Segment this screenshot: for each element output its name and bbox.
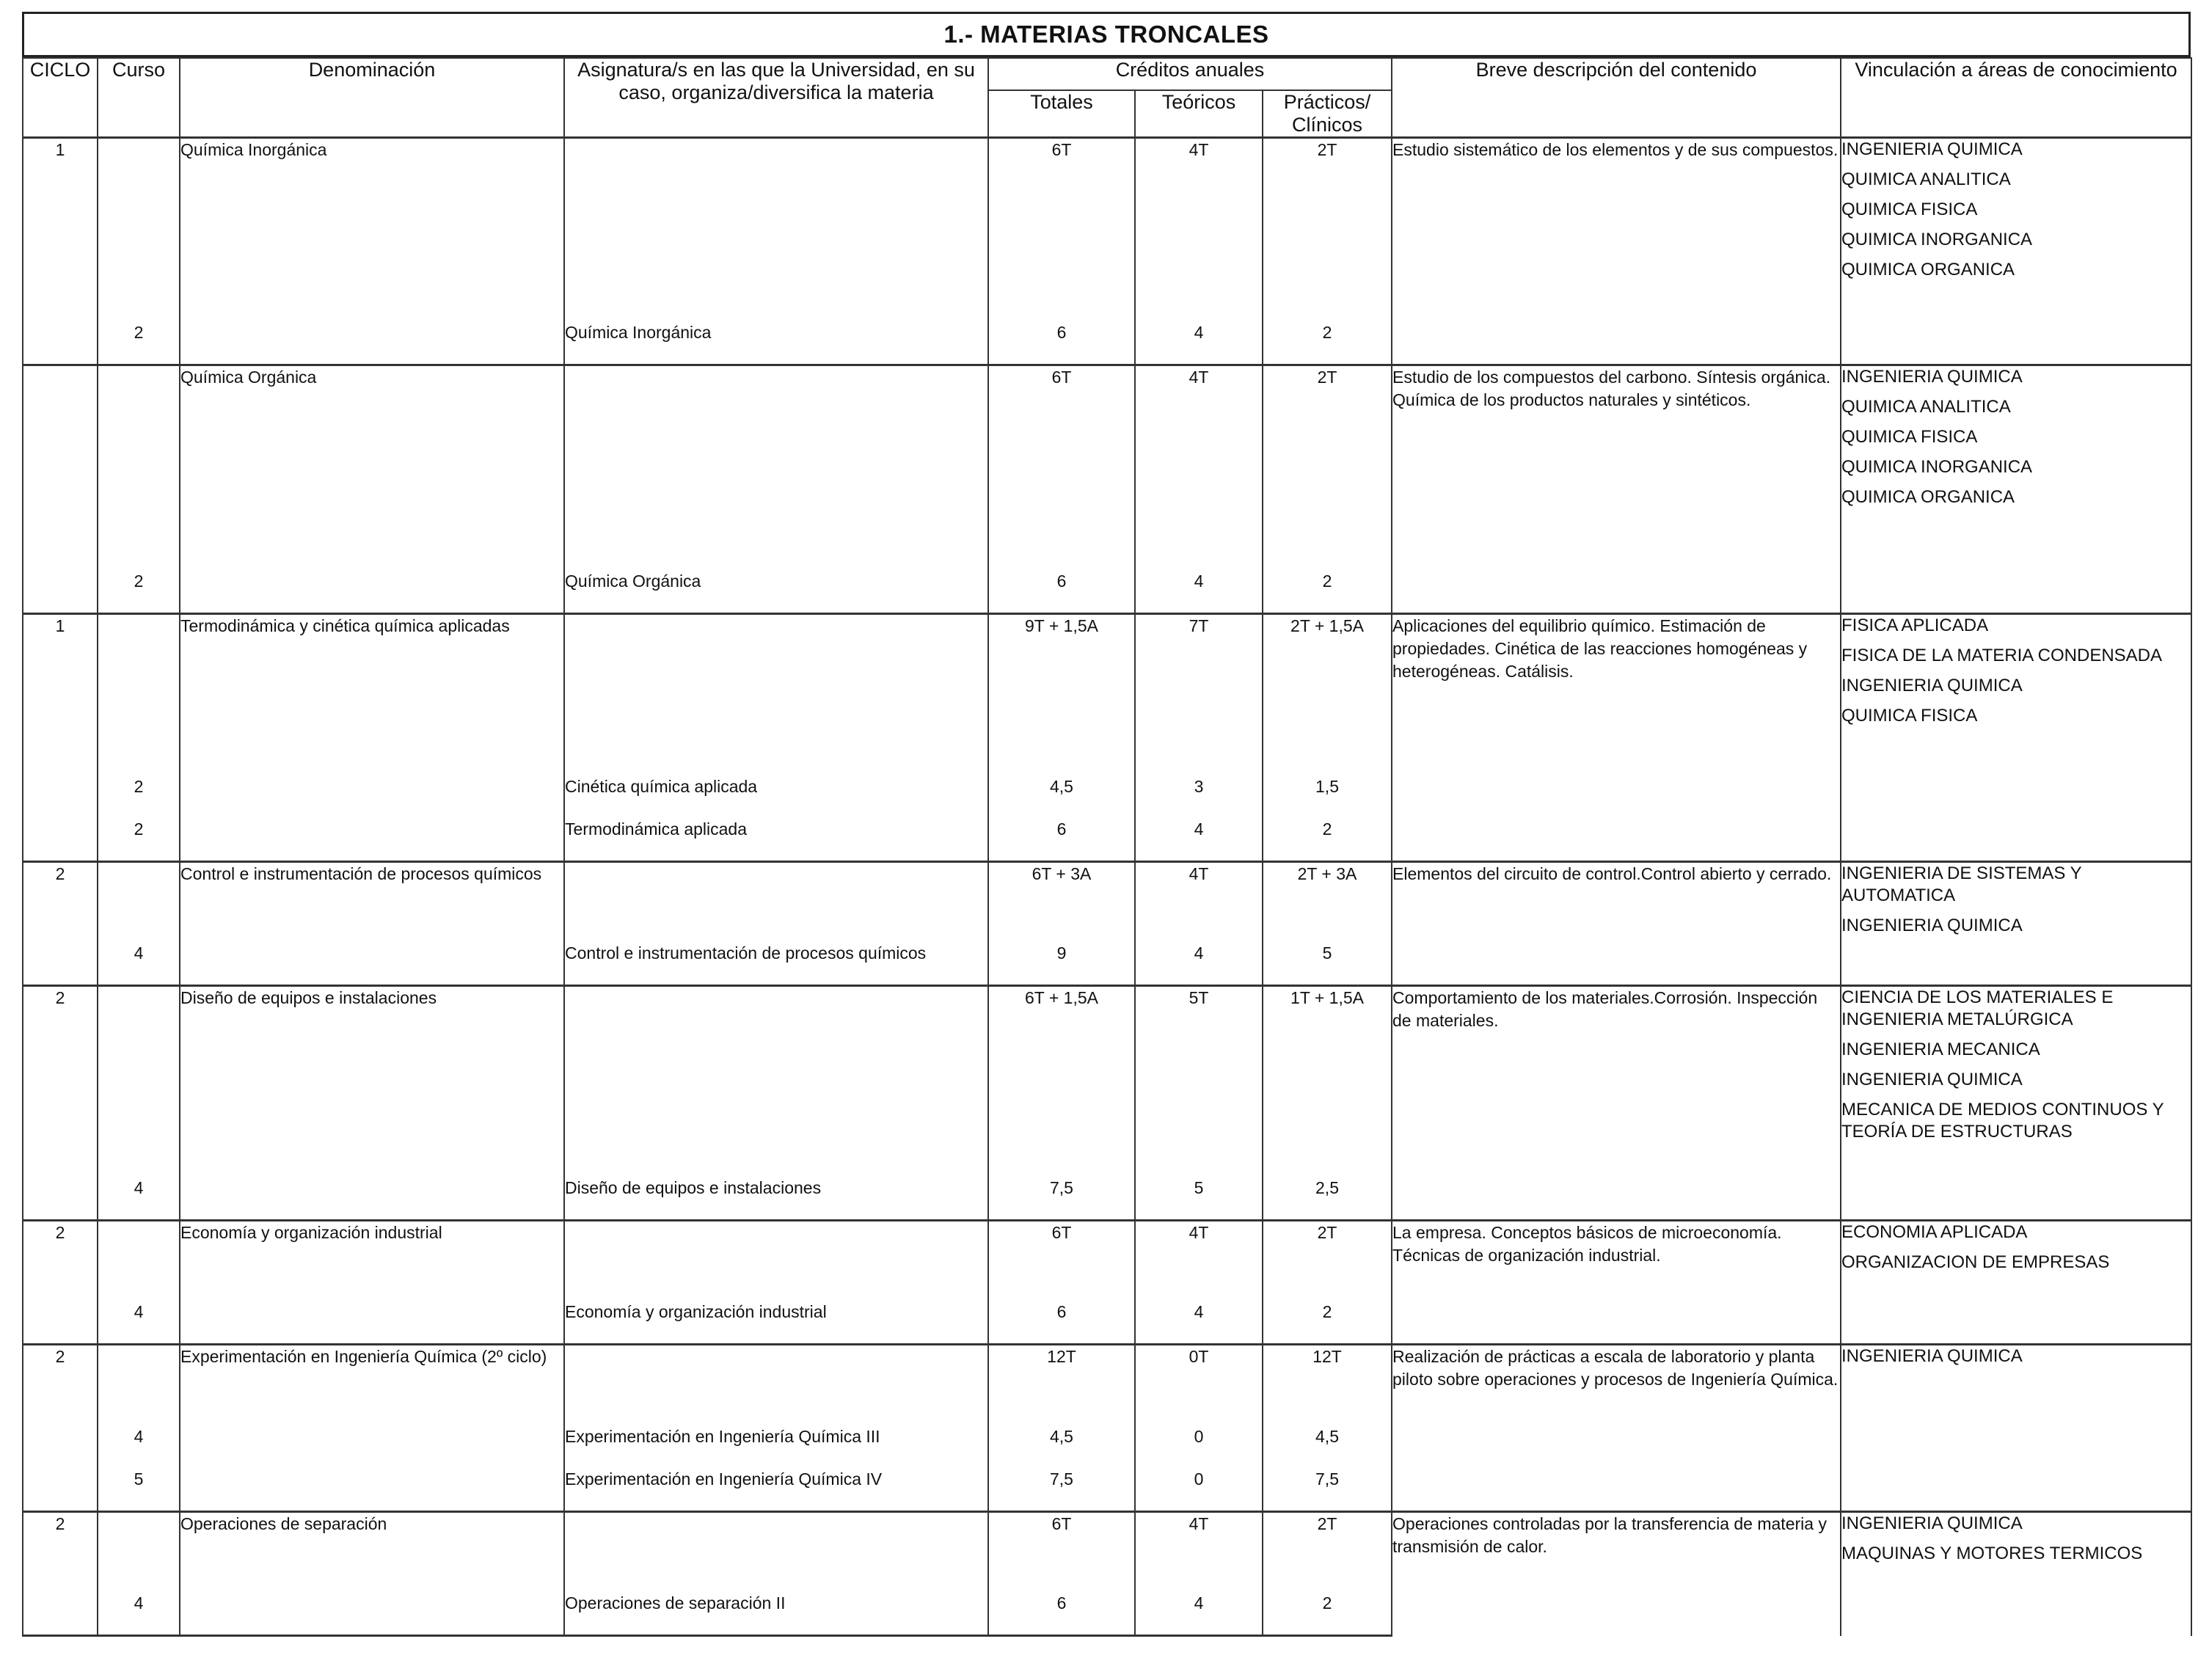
table-row — [23, 986, 2191, 1177]
descripcion-cell: Estudio de los compuestos del carbono. Síntesis orgánica. Química de los productos naturales y sintéticos. — [1392, 365, 1841, 614]
practicos-cell: 1T + 1,5A — [1263, 986, 1392, 1177]
area-item: INGENIERIA QUIMICA — [1841, 366, 2023, 387]
header-vinculacion: Vinculación a áreas de conocimiento — [1841, 58, 2191, 138]
areas-cell — [1841, 1511, 2191, 1636]
header-totales: Totales — [988, 90, 1135, 138]
denominacion-cell: Operaciones de separación — [180, 1511, 564, 1592]
area-item: QUIMICA ANALITICA — [1841, 396, 2011, 417]
descripcion-cell: La empresa. Conceptos básicos de microeconomía. Técnicas de organización industrial. — [1392, 1220, 1841, 1345]
descripcion-cell: Estudio sistemático de los elementos y de sus compuestos. — [1392, 138, 1841, 365]
denominacion-cell: Economía y organización industrial — [180, 1220, 564, 1301]
area-item: INGENIERIA QUIMICA — [1841, 1346, 2023, 1366]
table-row — [23, 365, 2191, 570]
ciclo-cell: 2 — [23, 861, 98, 942]
area-item: QUIMICA ORGANICA — [1841, 486, 2015, 507]
area-item: QUIMICA ORGANICA — [1841, 260, 2015, 280]
curso-cell: 5 — [98, 1468, 180, 1512]
area-item: QUIMICA FISICA — [1841, 426, 1978, 447]
areas-cell — [1841, 1345, 2191, 1512]
descripcion-cell: Realización de prácticas a escala de laboratorio y planta piloto sobre operaciones y procesos de Ingeniería Química. — [1392, 1345, 1841, 1512]
totales-cell: 6T + 1,5A — [988, 986, 1135, 1177]
area-item: INGENIERIA QUIMICA — [1841, 139, 2023, 159]
areas-cell — [1841, 138, 2191, 365]
denominacion-cell: Control e instrumentación de procesos químicos — [180, 861, 564, 942]
totales-cell: 7,5 — [988, 1468, 1135, 1512]
curso-cell: 2 — [98, 818, 180, 862]
curso-cell: 2 — [98, 570, 180, 614]
teoricos-cell: 4 — [1135, 570, 1263, 614]
asignatura-cell: Cinética química aplicada — [564, 775, 988, 818]
totales-cell: 7,5 — [988, 1177, 1135, 1221]
descripcion-cell: Aplicaciones del equilibrio químico. Estimación de propiedades. Cinética de las reacciones homogéneas y heterogéneas. Catálisis. — [1392, 614, 1841, 862]
ciclo-cell: 1 — [23, 614, 98, 775]
practicos-cell: 7,5 — [1263, 1468, 1392, 1512]
header-denominacion: Denominación — [180, 58, 564, 138]
header-ciclo: CICLO — [23, 58, 98, 138]
areas-cell — [1841, 1220, 2191, 1345]
asignatura-cell: Química Inorgánica — [564, 321, 988, 365]
area-item: INGENIERIA MECANICA — [1841, 1040, 2040, 1059]
teoricos-cell: 0 — [1135, 1468, 1263, 1512]
practicos-cell: 2 — [1263, 321, 1392, 365]
totales-cell: 9T + 1,5A — [988, 614, 1135, 775]
area-item: QUIMICA INORGANICA — [1841, 456, 2033, 477]
ciclo-cell: 2 — [23, 1345, 98, 1425]
practicos-cell: 5 — [1263, 942, 1392, 986]
area-item: CIENCIA DE LOS MATERIALES E INGENIERIA METALÚRGICA — [1841, 987, 2114, 1029]
header-teoricos: Teóricos — [1135, 90, 1263, 138]
teoricos-cell: 4T — [1135, 138, 1263, 321]
denominacion-cell: Diseño de equipos e instalaciones — [180, 986, 564, 1177]
area-item: MAQUINAS Y MOTORES TERMICOS — [1841, 1543, 2143, 1563]
asignatura-cell — [564, 138, 988, 321]
header-practicos: Prácticos/ Clínicos — [1263, 90, 1392, 138]
practicos-cell: 2T + 1,5A — [1263, 614, 1392, 775]
practicos-cell: 2 — [1263, 570, 1392, 614]
totales-cell: 6T + 3A — [988, 861, 1135, 942]
descripcion-cell: Comportamiento de los materiales.Corrosión. Inspección de materiales. — [1392, 986, 1841, 1221]
area-item: INGENIERIA QUIMICA — [1841, 915, 2023, 935]
asignatura-cell: Termodinámica aplicada — [564, 818, 988, 862]
denominacion-cell: Química Inorgánica — [180, 138, 564, 321]
ciclo-cell: 2 — [23, 1220, 98, 1301]
denominacion-cell: Termodinámica y cinética química aplicadas — [180, 614, 564, 775]
teoricos-cell: 4T — [1135, 365, 1263, 570]
areas-cell — [1841, 365, 2191, 614]
ciclo-cell: 1 — [23, 138, 98, 321]
materias-table — [22, 57, 2192, 1637]
totales-cell: 6T — [988, 365, 1135, 570]
area-item: ECONOMIA APLICADA — [1841, 1221, 2028, 1242]
totales-cell: 12T — [988, 1345, 1135, 1425]
areas-cell — [1841, 614, 2191, 862]
area-item: QUIMICA INORGANICA — [1841, 230, 2033, 249]
header-asignaturas: Asignatura/s en las que la Universidad, en su caso, organiza/diversifica la materia — [564, 58, 988, 138]
asignatura-cell: Diseño de equipos e instalaciones — [564, 1177, 988, 1221]
table-row — [23, 138, 2191, 321]
curso-cell: 4 — [98, 942, 180, 986]
area-item: QUIMICA FISICA — [1841, 706, 1978, 726]
teoricos-cell: 5 — [1135, 1177, 1263, 1221]
table-row — [23, 1220, 2191, 1301]
area-item: FISICA APLICADA — [1841, 616, 1989, 635]
curso-cell: 2 — [98, 321, 180, 365]
descripcion-cell: Elementos del circuito de control.Control abierto y cerrado. — [1392, 861, 1841, 986]
curso-cell: 4 — [98, 1425, 180, 1468]
teoricos-cell: 4 — [1135, 818, 1263, 862]
totales-cell: 6 — [988, 1592, 1135, 1636]
area-item: INGENIERIA DE SISTEMAS Y AUTOMATICA — [1841, 863, 2082, 905]
practicos-cell: 2T — [1263, 365, 1392, 570]
practicos-cell: 2 — [1263, 1592, 1392, 1636]
teoricos-cell: 3 — [1135, 775, 1263, 818]
descripcion-cell: Operaciones controladas por la transferencia de materia y transmisión de calor. — [1392, 1511, 1841, 1636]
totales-cell: 6T — [988, 1511, 1135, 1592]
area-item: INGENIERIA QUIMICA — [1841, 676, 2023, 695]
totales-cell: 4,5 — [988, 1425, 1135, 1468]
curso-cell: 4 — [98, 1301, 180, 1345]
denominacion-cell: Química Orgánica — [180, 365, 564, 570]
teoricos-cell: 5T — [1135, 986, 1263, 1177]
curso-cell — [98, 138, 180, 321]
teoricos-cell: 4T — [1135, 1511, 1263, 1592]
totales-cell: 6 — [988, 818, 1135, 862]
teoricos-cell: 4 — [1135, 321, 1263, 365]
asignatura-cell: Experimentación en Ingeniería Química III — [564, 1425, 988, 1468]
curso-cell: 4 — [98, 1592, 180, 1636]
curso-cell: 4 — [98, 1177, 180, 1221]
asignatura-cell: Experimentación en Ingeniería Química IV — [564, 1468, 988, 1512]
practicos-cell: 2T — [1263, 1511, 1392, 1592]
area-item: FISICA DE LA MATERIA CONDENSADA — [1841, 646, 2163, 665]
teoricos-cell: 4T — [1135, 1220, 1263, 1301]
teoricos-cell: 4 — [1135, 1301, 1263, 1345]
table-row — [23, 1345, 2191, 1425]
table-row — [23, 614, 2191, 775]
asignatura-cell: Economía y organización industrial — [564, 1301, 988, 1345]
area-item: INGENIERIA QUIMICA — [1841, 1070, 2023, 1089]
header-descripcion: Breve descripción del contenido — [1392, 58, 1841, 138]
header-curso: Curso — [98, 58, 180, 138]
practicos-cell: 2 — [1263, 1301, 1392, 1345]
area-item: INGENIERIA QUIMICA — [1841, 1513, 2023, 1533]
practicos-cell: 2T — [1263, 138, 1392, 321]
totales-cell: 6T — [988, 138, 1135, 321]
totales-cell: 4,5 — [988, 775, 1135, 818]
table-row — [23, 861, 2191, 942]
teoricos-cell: 7T — [1135, 614, 1263, 775]
practicos-cell: 2 — [1263, 818, 1392, 862]
totales-cell: 6 — [988, 570, 1135, 614]
ciclo-cell: 2 — [23, 986, 98, 1177]
ciclo-cell — [23, 365, 98, 570]
area-item: MECANICA DE MEDIOS CONTINUOS Y TEORÍA DE ESTRUCTURAS — [1841, 1100, 2164, 1142]
page-title: 1.- MATERIAS TRONCALES — [22, 12, 2191, 57]
area-item: ORGANIZACION DE EMPRESAS — [1841, 1252, 2110, 1272]
practicos-cell: 2,5 — [1263, 1177, 1392, 1221]
teoricos-cell: 4 — [1135, 942, 1263, 986]
teoricos-cell: 4T — [1135, 861, 1263, 942]
totales-cell: 9 — [988, 942, 1135, 986]
header-creditos: Créditos anuales — [988, 58, 1392, 90]
practicos-cell: 1,5 — [1263, 775, 1392, 818]
totales-cell: 6 — [988, 1301, 1135, 1345]
area-item: QUIMICA FISICA — [1841, 200, 1978, 219]
practicos-cell: 4,5 — [1263, 1425, 1392, 1468]
asignatura-cell: Operaciones de separación II — [564, 1592, 988, 1636]
totales-cell: 6 — [988, 321, 1135, 365]
curso-cell: 2 — [98, 775, 180, 818]
areas-cell — [1841, 861, 2191, 986]
teoricos-cell: 4 — [1135, 1592, 1263, 1636]
totales-cell: 6T — [988, 1220, 1135, 1301]
practicos-cell: 2T — [1263, 1220, 1392, 1301]
practicos-cell: 2T + 3A — [1263, 861, 1392, 942]
area-item: QUIMICA ANALITICA — [1841, 169, 2011, 189]
asignatura-cell: Control e instrumentación de procesos químicos — [564, 942, 988, 986]
asignatura-cell: Química Orgánica — [564, 570, 988, 614]
teoricos-cell: 0 — [1135, 1425, 1263, 1468]
table-row — [23, 1511, 2191, 1592]
teoricos-cell: 0T — [1135, 1345, 1263, 1425]
denominacion-cell: Experimentación en Ingeniería Química (2º ciclo) — [180, 1345, 564, 1425]
areas-cell — [1841, 986, 2191, 1221]
ciclo-cell: 2 — [23, 1511, 98, 1592]
practicos-cell: 12T — [1263, 1345, 1392, 1425]
document — [22, 12, 2191, 1668]
